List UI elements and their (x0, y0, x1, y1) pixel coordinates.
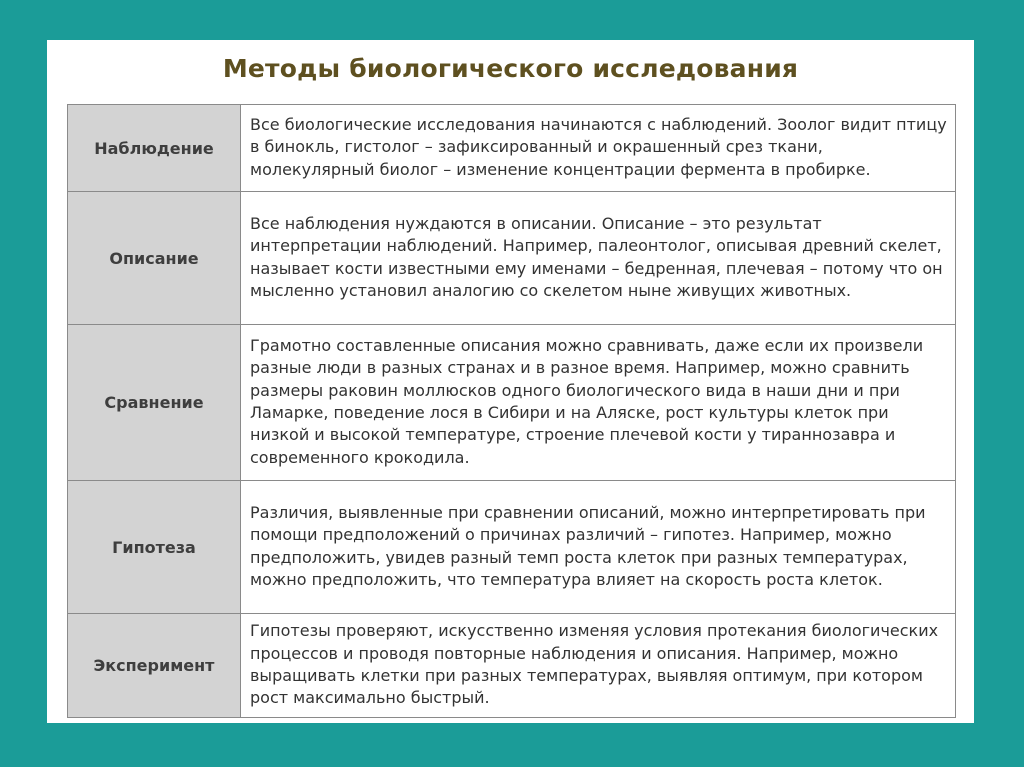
method-description-cell: Различия, выявленные при сравнении описаний, можно интерпретировать при помощи предположений о причинах различий – гипотез. Например, можно предположить, увидев разный темп роста клеток при разных температурах, можно предположить, что температура влияет на скорость роста клеток. (241, 481, 956, 614)
method-name-cell: Описание (68, 192, 241, 325)
method-description-cell: Все наблюдения нуждаются в описании. Описание – это результат интерпретации наблюдений. Например, палеонтолог, описывая древний скелет, называет кости известными ему именами – бедренная, плечевая – потому что он мысленно установил аналогию со скелетом ныне живущих животных. (241, 192, 956, 325)
methods-table (67, 104, 956, 718)
slide (47, 40, 974, 723)
method-name-cell: Гипотеза (68, 481, 241, 614)
method-description-cell: Грамотно составленные описания можно сравнивать, даже если их произвели разные люди в разных странах и в разное время. Например, можно сравнить размеры раковин моллюсков одного биологического вида в наши дни и при Ламарке, поведение лося в Сибири и на Аляске, рост культуры клеток при низкой и высокой температуре, строение плечевой кости у тираннозавра и современного крокодила. (241, 325, 956, 481)
method-name-cell: Сравнение (68, 325, 241, 481)
table-row-observation (68, 105, 956, 192)
table-row-experiment (68, 614, 956, 718)
table-row-hypothesis (68, 481, 956, 614)
table-row-comparison (68, 325, 956, 481)
method-description-cell: Гипотезы проверяют, искусственно изменяя условия протекания биологических процессов и проводя повторные наблюдения и описания. Например, можно выращивать клетки при разных температурах, выявляя оптимум, при котором рост максимально быстрый. (241, 614, 956, 718)
slide-title: Методы биологического исследования (222, 54, 799, 83)
method-name-cell: Наблюдение (68, 105, 241, 192)
method-name-cell: Эксперимент (68, 614, 241, 718)
method-description-cell: Все биологические исследования начинаются с наблюдений. Зоолог видит птицу в бинокль, гистолог – зафиксированный и окрашенный срез ткани, молекулярный биолог – изменение концентрации фермента в пробирке. (241, 105, 956, 192)
table-row-description (68, 192, 956, 325)
